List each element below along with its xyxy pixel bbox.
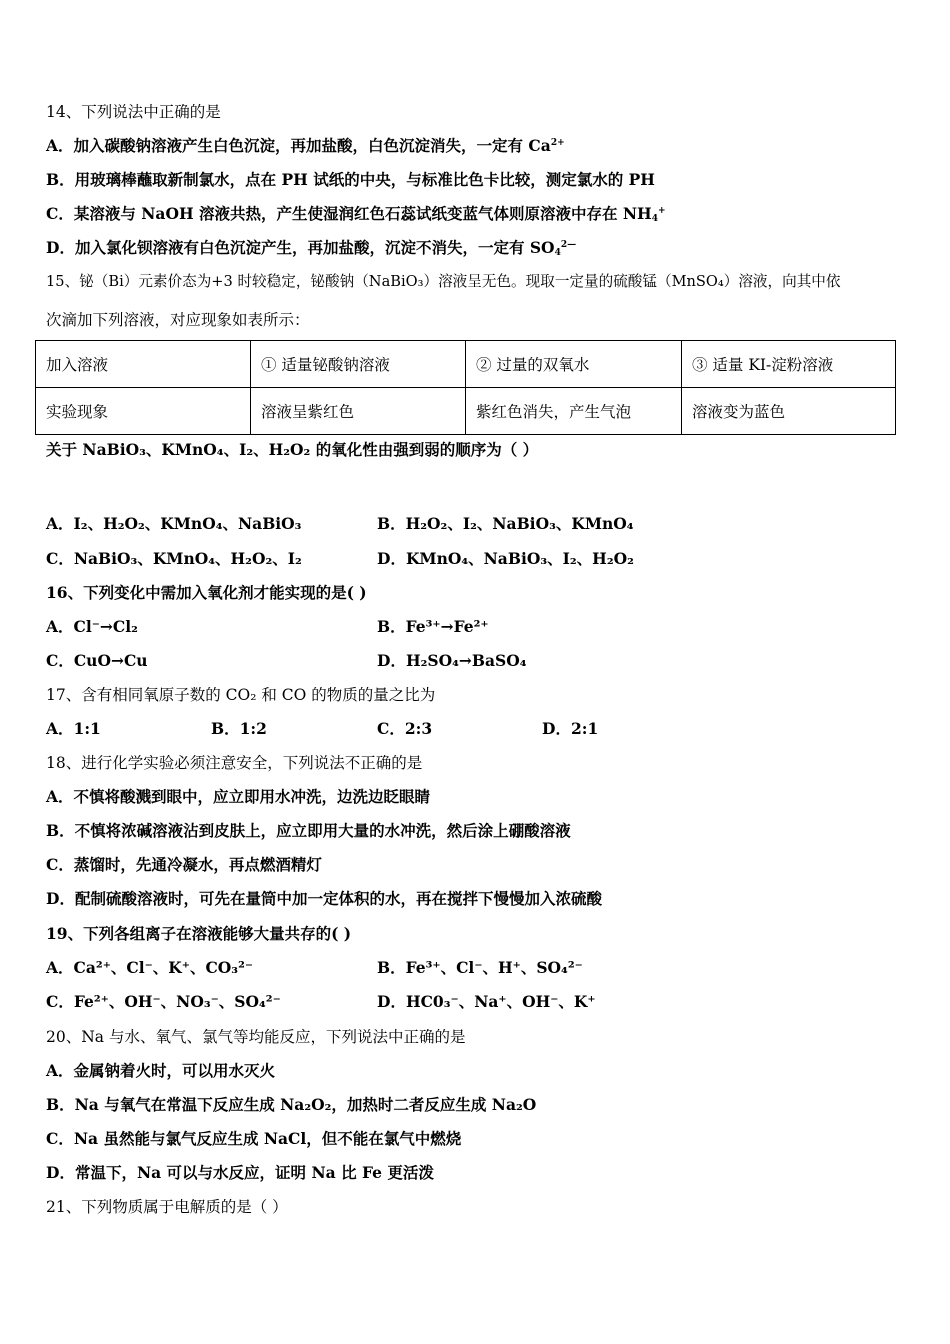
q18-stem: 18、进行化学实验必须注意安全，下列说法不正确的是 — [46, 754, 423, 772]
q16-options-ab — [46, 617, 910, 637]
superscript: + — [657, 206, 666, 216]
option-text: 1:2 — [239, 719, 267, 738]
q21-stem: 21、下列物质属于电解质的是（ ） — [46, 1198, 288, 1216]
q16-stem: 16、下列变化中需加入氧化剂才能实现的是( ) — [46, 583, 367, 602]
table-cell: 加入溶液 — [36, 341, 251, 388]
subscript: 4 — [554, 248, 561, 258]
q19-options-ab — [46, 958, 910, 978]
option-text: 不慎将浓碱溶液沾到皮肤上，应立即用大量的水冲洗，然后涂上硼酸溶液 — [74, 821, 571, 840]
option-text: Ca²⁺、Cl⁻、K⁺、CO₃²⁻ — [73, 958, 254, 977]
table-row — [36, 388, 896, 435]
option-label: C． — [46, 204, 74, 223]
option-text: 不慎将酸溅到眼中，应立即用水冲洗，边洗边眨眼睛 — [73, 787, 431, 806]
q19-options-cd — [46, 992, 910, 1012]
q14-option-d — [46, 238, 910, 258]
option-label: A． — [46, 136, 74, 155]
option-text: 某溶液与 NaOH 溶液共热，产生使湿润红色石蕊试纸变蓝气体则原溶液中存在 NH — [73, 204, 652, 223]
superscript: 2— — [560, 240, 577, 250]
q15-stem-line1: 15、铋（Bi）元素价态为+3 时较稳定，铋酸钠（NaBiO₃）溶液呈无色。现取一定量的硫酸锰（MnSO₄）溶液，向其中依 — [46, 273, 841, 290]
option-label: C． — [46, 651, 74, 670]
q20-option-a — [46, 1061, 910, 1081]
option-text: H₂SO₄→BaSO₄ — [405, 651, 527, 670]
superscript: 2+ — [550, 138, 565, 148]
option-text: NaBiO₃、KMnO₄、H₂O₂、I₂ — [73, 549, 302, 568]
table-cell: 紫红色消失，产生气泡 — [466, 388, 682, 435]
option-text: CuO→Cu — [73, 651, 148, 670]
q18-option-d — [46, 889, 910, 909]
q14-option-b — [46, 170, 910, 190]
table-cell: ② 过量的双氧水 — [466, 341, 682, 388]
q20-option-b — [46, 1095, 910, 1115]
option-label: D． — [377, 549, 406, 568]
option-text: Fe²⁺、OH⁻、NO₃⁻、SO₄²⁻ — [73, 992, 281, 1011]
option-label: A． — [46, 719, 74, 738]
option-text: 常温下，Na 可以与水反应，证明 Na 比 Fe 更活泼 — [74, 1163, 434, 1182]
option-label: A． — [46, 514, 74, 533]
q15-options-ab — [46, 514, 910, 534]
option-label: C． — [46, 549, 74, 568]
option-text: KMnO₄、NaBiO₃、I₂、H₂O₂ — [405, 549, 634, 568]
subscript: 4 — [651, 214, 658, 224]
option-label: A． — [46, 958, 74, 977]
q20-stem: 20、Na 与水、氧气、氯气等均能反应，下列说法中正确的是 — [46, 1028, 466, 1046]
option-label: A． — [46, 617, 74, 636]
option-text: 蒸馏时，先通冷凝水，再点燃酒精灯 — [73, 855, 322, 874]
option-text: I₂、H₂O₂、KMnO₄、NaBiO₃ — [73, 514, 302, 533]
option-text: 加入碳酸钠溶液产生白色沉淀，再加盐酸，白色沉淀消失，一定有 Ca — [73, 136, 551, 155]
option-label: C． — [46, 855, 74, 874]
q15-stem-line2: 次滴加下列溶液，对应现象如表所示： — [46, 311, 310, 329]
option-label: D． — [46, 1163, 75, 1182]
option-text: Fe³⁺→Fe²⁺ — [405, 617, 489, 636]
option-text: HC0₃⁻、Na⁺、OH⁻、K⁺ — [405, 992, 596, 1011]
q14-option-c — [46, 204, 910, 224]
table-cell: ① 适量铋酸钠溶液 — [251, 341, 466, 388]
option-label: A． — [46, 1061, 74, 1080]
experiment-table — [35, 340, 896, 435]
option-text: 加入氯化钡溶液有白色沉淀产生，再加盐酸，沉淀不消失，一定有 SO — [74, 238, 555, 257]
option-text: Cl⁻→Cl₂ — [73, 617, 138, 636]
option-text: 配制硫酸溶液时，可先在量筒中加一定体积的水，再在搅拌下慢慢加入浓硫酸 — [74, 889, 602, 908]
table-cell: 溶液呈紫红色 — [251, 388, 466, 435]
q15-options-cd — [46, 549, 910, 569]
table-cell: 实验现象 — [36, 388, 251, 435]
option-label: C． — [46, 992, 74, 1011]
q19-stem: 19、下列各组离子在溶液能够大量共存的( ) — [46, 924, 352, 943]
option-label: B． — [377, 514, 406, 533]
table-cell: 溶液变为蓝色 — [682, 388, 896, 435]
option-label: C． — [377, 719, 405, 738]
q18-option-c — [46, 855, 910, 875]
option-label: B． — [377, 617, 406, 636]
option-label: A． — [46, 787, 74, 806]
option-text: 1:1 — [73, 719, 101, 738]
option-label: D． — [46, 889, 75, 908]
option-label: D． — [542, 719, 571, 738]
q17-stem: 17、含有相同氧原子数的 CO₂ 和 CO 的物质的量之比为 — [46, 686, 436, 704]
option-label: B． — [211, 719, 240, 738]
option-text: 用玻璃棒蘸取新制氯水，点在 PH 试纸的中央，与标准比色卡比较，测定氯水的 PH — [74, 170, 655, 189]
option-label: D． — [46, 238, 75, 257]
option-label: B． — [46, 1095, 75, 1114]
q14-stem: 14、下列说法中正确的是 — [46, 103, 221, 121]
q20-option-d — [46, 1163, 910, 1183]
option-text: 2:1 — [570, 719, 599, 738]
option-text: Na 虽然能与氯气反应生成 NaCl，但不能在氯气中燃烧 — [73, 1129, 462, 1148]
option-label: B． — [46, 170, 75, 189]
option-label: B． — [46, 821, 75, 840]
option-label: B． — [377, 958, 406, 977]
option-label: C． — [46, 1129, 74, 1148]
q18-option-b — [46, 821, 910, 841]
q16-options-cd — [46, 651, 910, 671]
option-text: 2:3 — [404, 719, 433, 738]
option-label: D． — [377, 992, 406, 1011]
q15-question: 关于 NaBiO₃、KMnO₄、I₂、H₂O₂ 的氧化性由强到弱的顺序为（ ） — [46, 440, 539, 459]
q18-option-a — [46, 787, 910, 807]
option-text: 金属钠着火时，可以用水灭火 — [73, 1061, 276, 1080]
table-row — [36, 341, 896, 388]
option-label: D． — [377, 651, 406, 670]
option-text: H₂O₂、I₂、NaBiO₃、KMnO₄ — [405, 514, 634, 533]
q14-option-a — [46, 136, 910, 156]
option-text: Fe³⁺、Cl⁻、H⁺、SO₄²⁻ — [405, 958, 583, 977]
q20-option-c — [46, 1129, 910, 1149]
option-text: Na 与氧气在常温下反应生成 Na₂O₂，加热时二者反应生成 Na₂O — [74, 1095, 537, 1114]
table-cell: ③ 适量 KI-淀粉溶液 — [682, 341, 896, 388]
